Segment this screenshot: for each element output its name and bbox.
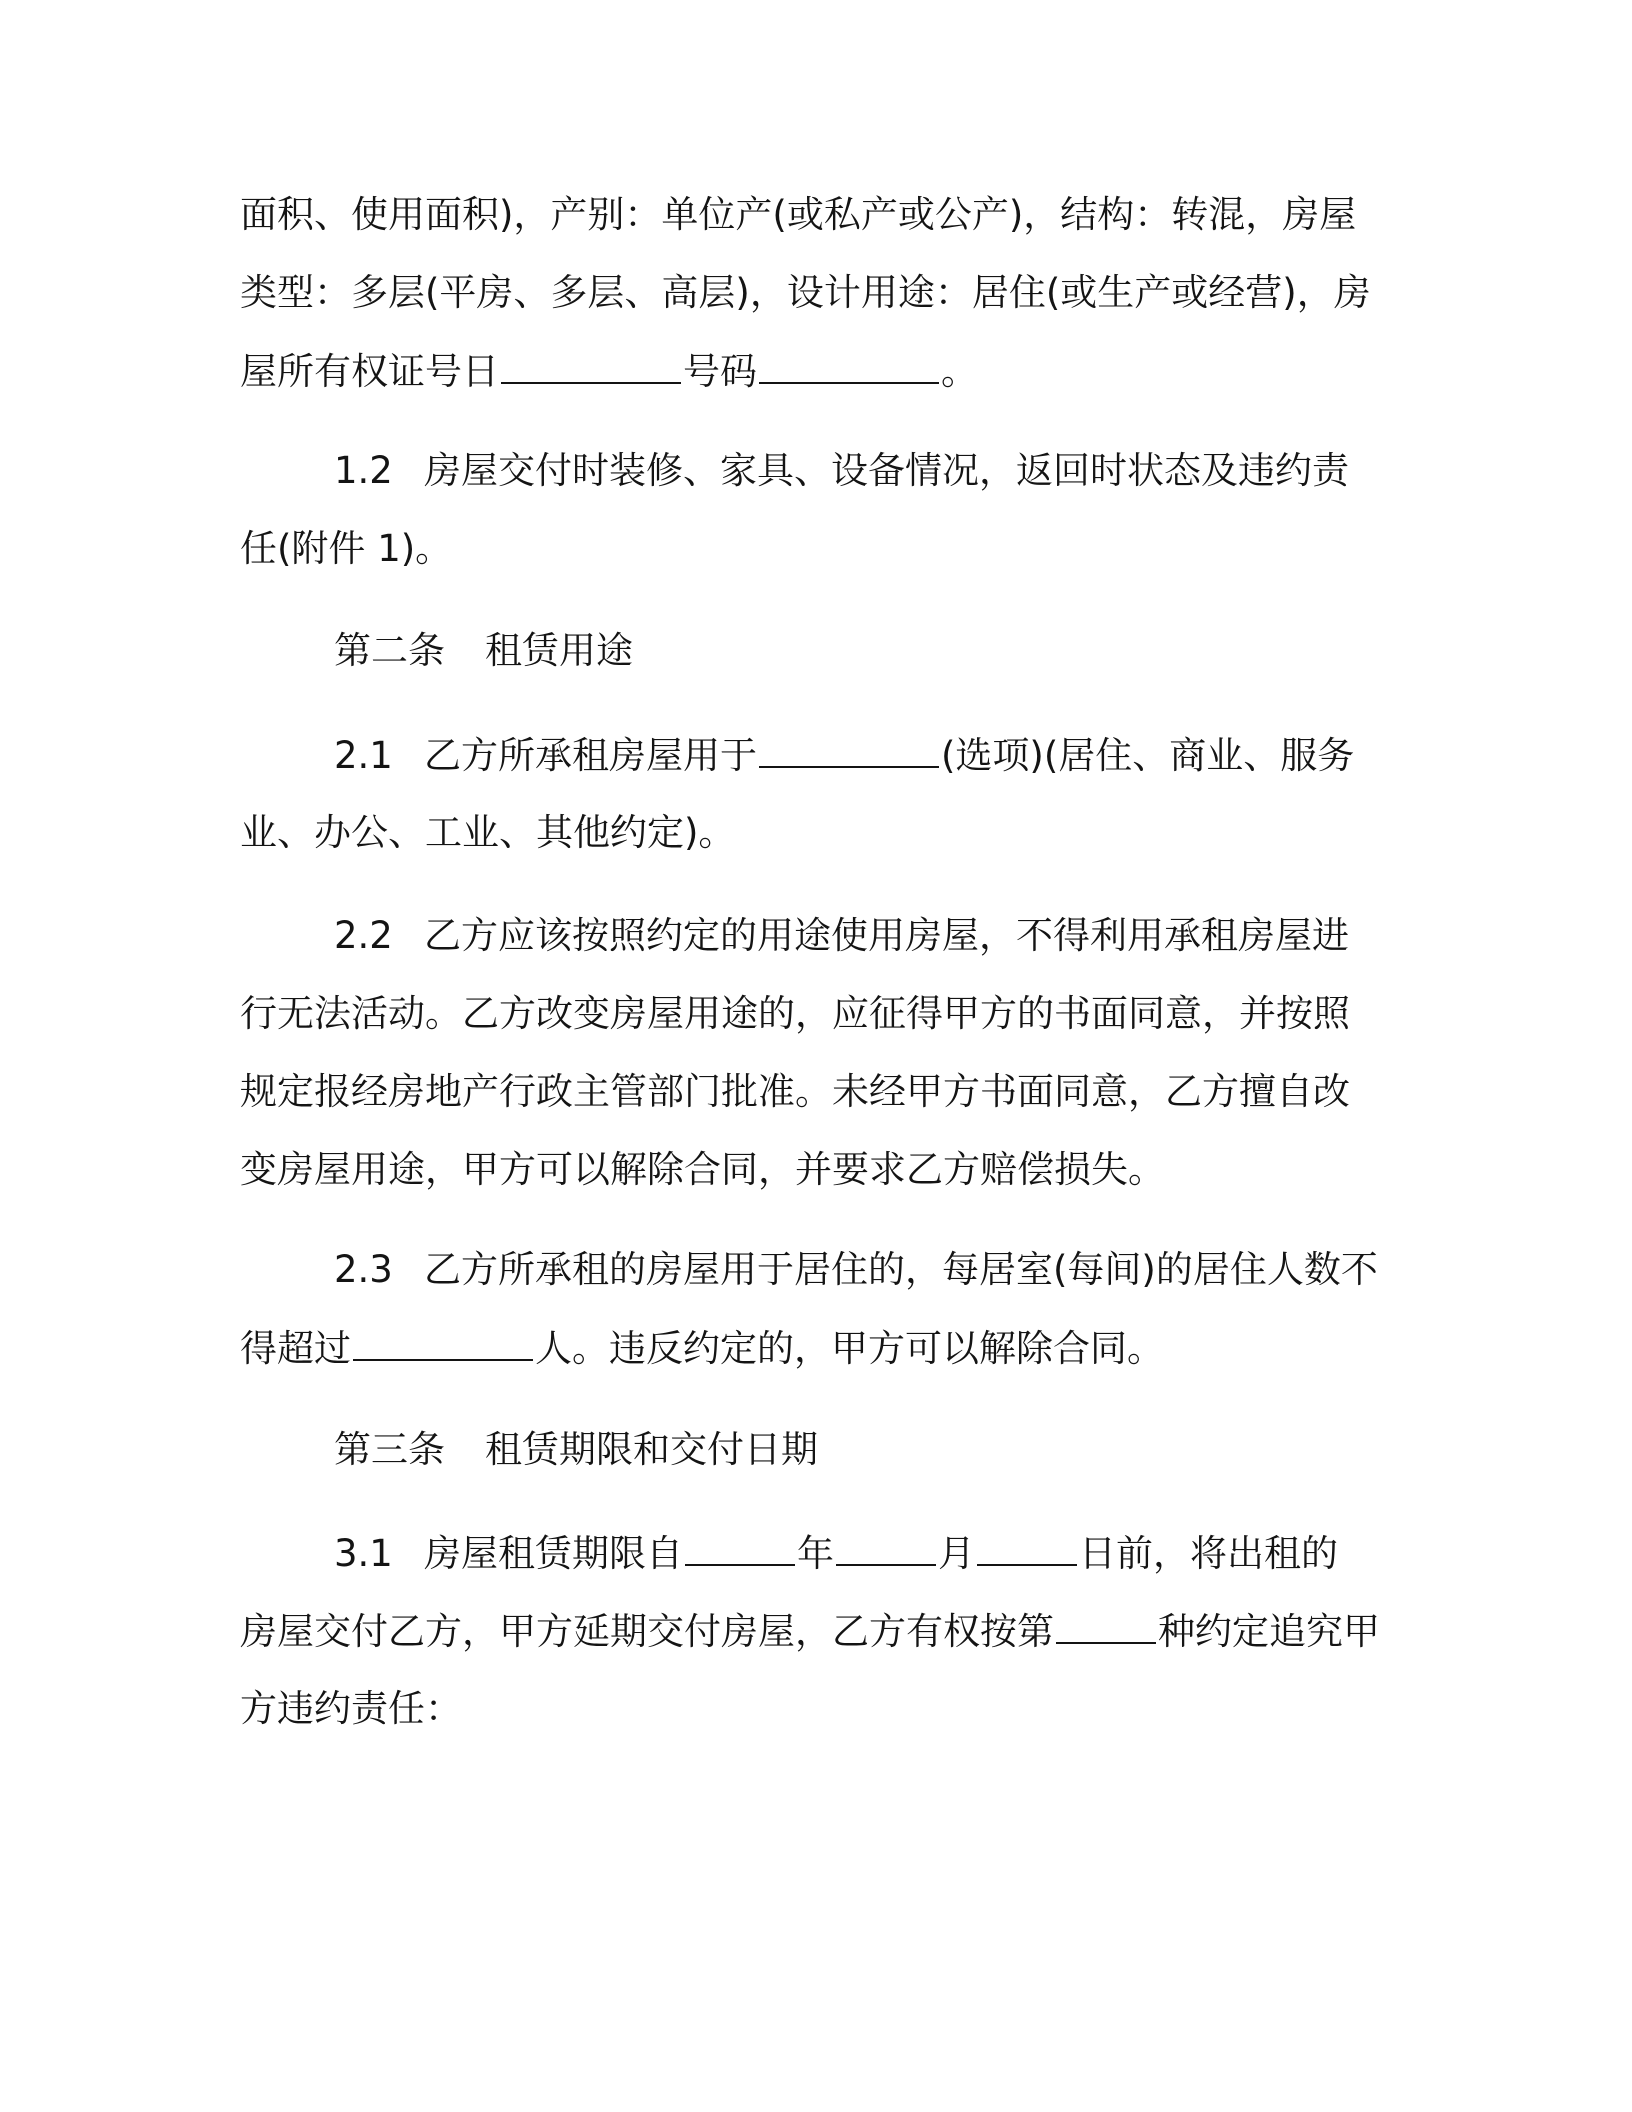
text-line xyxy=(240,1231,1400,1309)
text-line: 变房屋用途，甲方可以解除合同，并要求乙方赔偿损失。 xyxy=(240,1148,1165,1191)
clause-number: 1.2 xyxy=(334,449,393,492)
text-line xyxy=(240,432,1400,510)
clause-3-1 xyxy=(240,1514,1400,1748)
text-line xyxy=(240,897,1400,975)
text-line xyxy=(240,1411,1400,1489)
clause-number: 2.3 xyxy=(334,1248,393,1291)
article-title: 租赁用途 xyxy=(485,629,633,672)
text-line xyxy=(240,332,1400,410)
article-3-heading xyxy=(240,1411,1400,1489)
article-title: 租赁期限和交付日期 xyxy=(485,1428,818,1471)
text-fragment: 号码 xyxy=(683,350,757,393)
fill-blank[interactable] xyxy=(501,332,681,384)
text-line xyxy=(240,1309,1400,1387)
article-2-heading xyxy=(240,612,1400,690)
clause-2-2 xyxy=(240,897,1400,1209)
clause-number: 3.1 xyxy=(334,1532,393,1575)
text-line: 任(附件 1)。 xyxy=(240,527,453,570)
text-fragment: 房屋交付时装修、家具、设备情况，返回时状态及违约责 xyxy=(424,449,1349,492)
text-line: 面积、使用面积)，产别：单位产(或私产或公产)，结构：转混，房屋 xyxy=(240,193,1357,236)
text-line: 业、办公、工业、其他约定)。 xyxy=(240,811,736,854)
text-fragment: 人。违反约定的，甲方可以解除合同。 xyxy=(535,1327,1164,1370)
fill-blank[interactable] xyxy=(353,1309,533,1361)
text-fragment: 月 xyxy=(938,1532,975,1575)
fill-blank-month[interactable] xyxy=(836,1514,936,1566)
text-line: 方违约责任： xyxy=(240,1687,462,1730)
text-fragment: 乙方应该按照约定的用途使用房屋，不得利用承租房屋进 xyxy=(424,914,1349,957)
text-line: 行无法活动。乙方改变房屋用途的，应征得甲方的书面同意，并按照 xyxy=(240,992,1350,1035)
text-fragment: 种约定追究甲 xyxy=(1158,1610,1380,1653)
text-fragment: 房屋交付乙方，甲方延期交付房屋，乙方有权按第 xyxy=(240,1610,1054,1653)
text-fragment: 。 xyxy=(941,350,978,393)
fill-blank[interactable] xyxy=(1056,1592,1156,1644)
text-fragment: (选项)(居住、商业、服务 xyxy=(941,734,1355,777)
fill-blank-day[interactable] xyxy=(977,1514,1077,1566)
text-fragment: 乙方所承租的房屋用于居住的，每居室(每间)的居住人数不 xyxy=(424,1248,1378,1291)
text-fragment: 日前，将出租的 xyxy=(1079,1532,1338,1575)
text-line xyxy=(240,1514,1400,1592)
paragraph-property-details xyxy=(240,176,1400,410)
fill-blank[interactable] xyxy=(759,716,939,768)
text-line: 规定报经房地产行政主管部门批准。未经甲方书面同意，乙方擅自改 xyxy=(240,1070,1350,1113)
clause-1-2 xyxy=(240,432,1400,588)
text-line xyxy=(240,716,1400,794)
text-line xyxy=(240,1592,1400,1670)
article-label: 第二条 xyxy=(334,629,445,672)
clause-2-1 xyxy=(240,716,1400,872)
text-fragment: 年 xyxy=(797,1532,834,1575)
text-fragment: 乙方所承租房屋用于 xyxy=(424,734,757,777)
article-label: 第三条 xyxy=(334,1428,445,1471)
text-fragment: 屋所有权证号日 xyxy=(240,350,499,393)
clause-2-3 xyxy=(240,1231,1400,1387)
text-line xyxy=(240,612,1400,690)
fill-blank[interactable] xyxy=(759,332,939,384)
clause-number: 2.1 xyxy=(334,734,393,777)
clause-number: 2.2 xyxy=(334,914,393,957)
fill-blank-year[interactable] xyxy=(685,1514,795,1566)
text-fragment: 房屋租赁期限自 xyxy=(424,1532,683,1575)
text-fragment: 得超过 xyxy=(240,1327,351,1370)
text-line: 类型：多层(平房、多层、高层)，设计用途：居住(或生产或经营)，房 xyxy=(240,271,1371,314)
